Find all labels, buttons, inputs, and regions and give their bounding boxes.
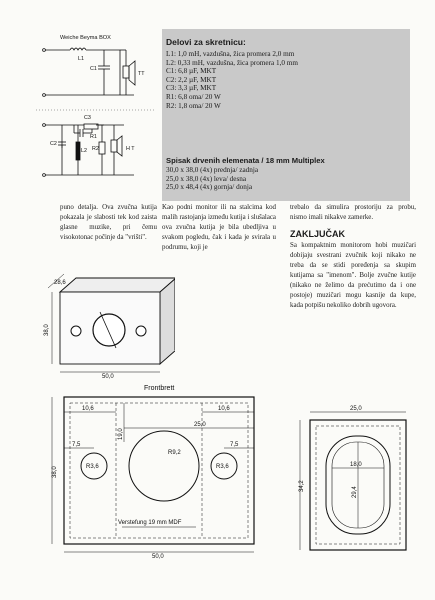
schematic-title: Weiche Beyma BOX xyxy=(60,35,111,41)
col3-text: trebalo da simulira prostoriju za probu, nismo imali nikakve zamerke. xyxy=(290,204,416,221)
part-c1: C1: 6,8 µF, MKT xyxy=(166,67,217,76)
text-column-3 xyxy=(290,203,416,311)
front-panel-drawing xyxy=(44,382,264,560)
front-left-offset-dim: 7,5 xyxy=(72,442,81,448)
front-hole-center: R9,2 xyxy=(168,450,181,456)
front-top-center-dim: 25,0 xyxy=(194,422,206,428)
part-r1: R1: 6,8 oma/ 20 W xyxy=(166,92,221,101)
part-l1: L1: 1,0 mH, vazdušna, žica promera 2,0 mm xyxy=(166,50,295,58)
wood-heading: Spisak drvenih elemenata / 18 mm Multiplex xyxy=(166,156,325,165)
wood-items xyxy=(166,166,406,192)
box-height-label: 38,0 xyxy=(44,324,50,336)
part-c3: C3: 3,3 µF, MKT xyxy=(166,84,217,93)
side-inner-height-dim: 29,4 xyxy=(352,486,358,498)
front-height-dim: 38,0 xyxy=(52,466,58,478)
side-inner-width-dim: 18,0 xyxy=(350,462,362,468)
part-r2: R2: 1,8 oma/ 20 W xyxy=(166,101,221,110)
label-tt: TT xyxy=(138,71,145,77)
side-width-dim: 25,0 xyxy=(350,406,362,412)
wood-item-side: 25,0 x 38,0 (4x) leva/ desna xyxy=(166,174,247,183)
box-drawing xyxy=(40,272,175,380)
conclusion-body: Sa kompaktnim monitorom hobi muzičari dobijaju svestrani zvučnik koji nikako ne treba da se stidi poređenja sa skupim kutijama sa "imenom". Bolje zvučne kutije (nikako ne želimo da prećutimo da i one postoje) muzičari mogu kasnije da kupe, kada potpišu nekoliko dobrih ugovora. xyxy=(290,242,416,309)
front-right-offset-dim: 7,5 xyxy=(230,442,239,448)
crossover-schematic xyxy=(34,30,156,196)
label-l1: L1 xyxy=(78,56,84,62)
front-hole-left: R3,6 xyxy=(86,464,99,470)
parts-items xyxy=(166,50,406,110)
col1-text: puno detalja. Ova zvučna kutija pokazala je slabosti tek kod zaista glasne muzike, pri čemu visokotonac počinje da "vrišti". xyxy=(60,204,157,241)
side-panel-drawing xyxy=(288,402,418,560)
parts-list-box xyxy=(162,29,410,201)
part-c2: C2: 2,2 µF, MKT xyxy=(166,75,217,84)
label-ht: H T xyxy=(126,146,135,152)
label-c2: C2 xyxy=(50,141,57,147)
front-top-left-dim: 10,6 xyxy=(82,406,94,412)
col2-text: Kao podni monitor ili na stalcima kod malih rastojanja između kutija i slušalaca ova zvučna kutija je bila ubedljiva u svakom pogledu, čak i kada je svirala u podrumu, koji je xyxy=(162,204,276,251)
wood-item-front: 30,0 x 38,0 (4x) prednja/ zadnja xyxy=(166,166,259,174)
text-column-2 xyxy=(162,203,276,253)
front-hole-right: R3,6 xyxy=(216,464,229,470)
box-width-label: 50,0 xyxy=(102,374,114,380)
wood-item-top: 25,0 x 48,4 (4x) gornja/ donja xyxy=(166,183,253,192)
label-l2: L2 xyxy=(81,148,87,154)
label-r1: R1 xyxy=(90,134,97,140)
front-top-right-dim: 10,6 xyxy=(218,406,230,412)
label-c3: C3 xyxy=(84,115,91,121)
parts-heading: Delovi za skretnicu: xyxy=(166,37,246,47)
label-r2: R2 xyxy=(92,146,99,152)
text-column-1 xyxy=(60,203,157,243)
part-l2: L2: 0,33 mH, vazdušna, žica promera 1,0 mm xyxy=(166,58,298,67)
front-width-dim: 50,0 xyxy=(152,554,164,560)
box-depth-label: 28,6 xyxy=(54,280,66,286)
side-height-dim: 34,2 xyxy=(299,480,305,492)
front-title: Frontbrett xyxy=(144,385,175,392)
front-brace-label: Verstefung 19 mm MDF xyxy=(118,520,182,526)
label-c1: C1 xyxy=(90,66,97,72)
conclusion-heading: ZAKLJUČAK xyxy=(290,229,345,239)
front-top-mid-dim: 19,0 xyxy=(118,428,124,440)
